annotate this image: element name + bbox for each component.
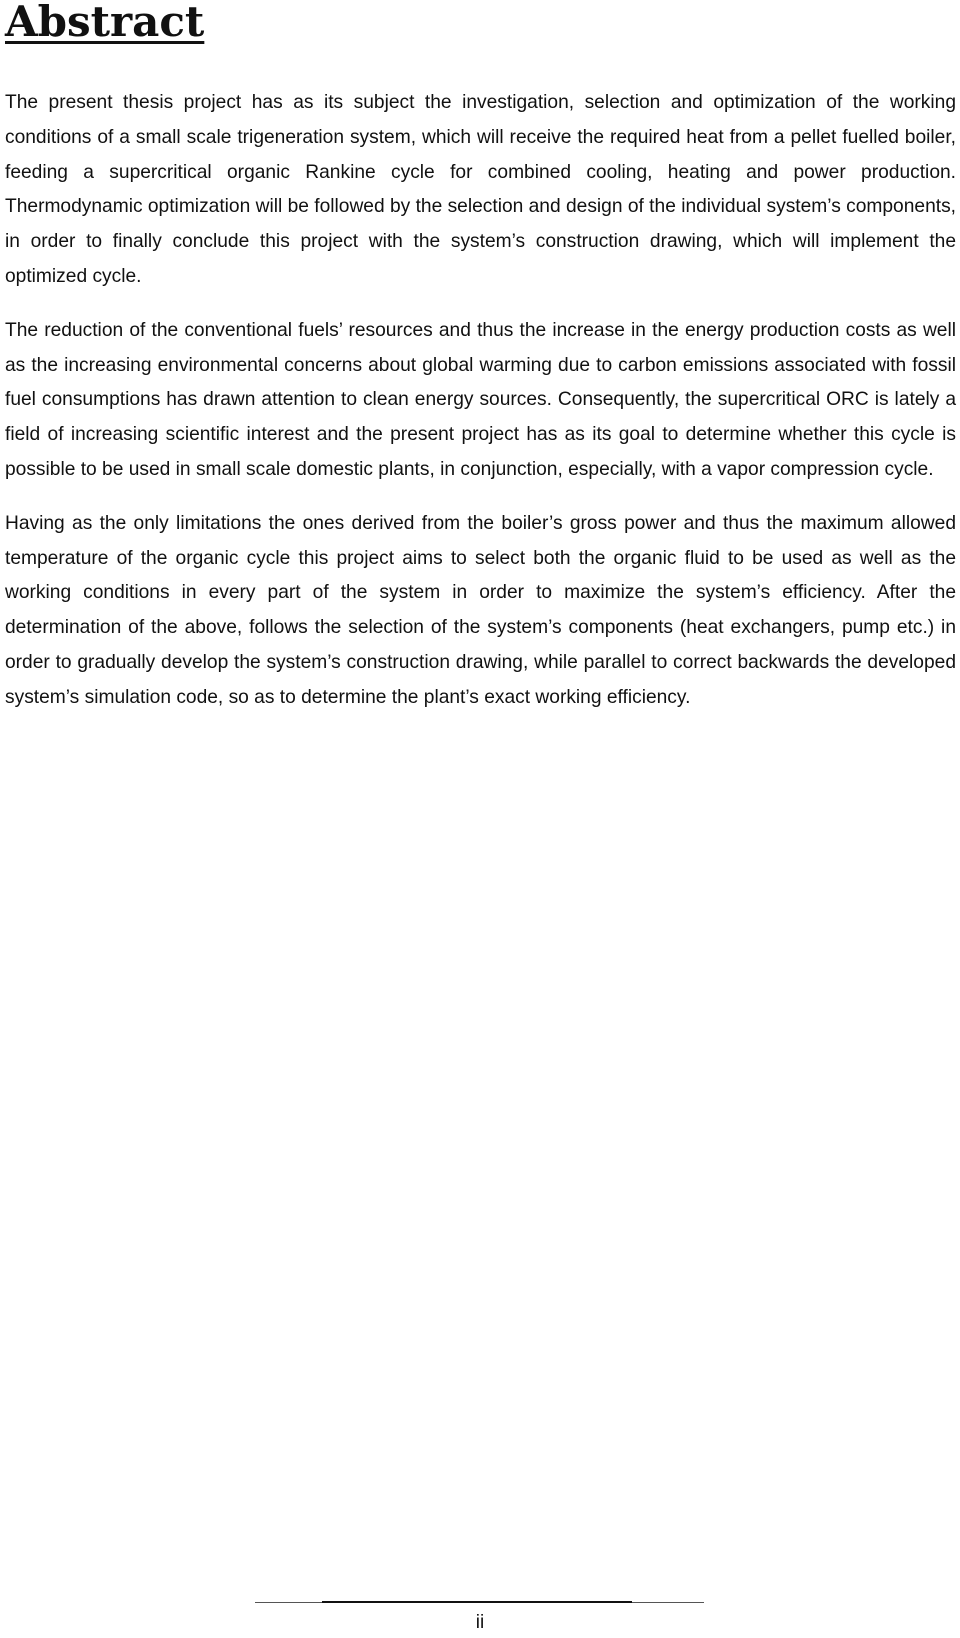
page-number: ii [475,1612,485,1633]
paragraph-2: The reduction of the conventional fuels’ resources and thus the increase in the energy production costs as well as the increasing environmental concerns about global warming due to carbon emissions associated with fossil fuel consumptions has drawn attention to clean energy sources. Consequently, the supercritical ORC is lately a field of increasing scientific interest and the present project has as its goal to determine whether this cycle is possible to be used in small scale domestic plants, in conjunction, especially, with a vapor compression cycle. [5,319,956,480]
footer-rule-emphasis [322,1601,632,1603]
abstract-body [5,86,956,716]
paragraph-1: The present thesis project has as its subject the investigation, selection and optimization of the working conditions of a small scale trigeneration system, which will receive the required heat from a pellet fuelled boiler, feeding a supercritical organic Rankine cycle for combined cooling, heating and power production. Thermodynamic optimization will be followed by the selection and design of the individual system’s components, in order to finally conclude this project with the system’s construction drawing, which will implement the optimized cycle. [5,92,956,287]
paragraph-3: Having as the only limitations the ones derived from the boiler’s gross power and thus the maximum allowed temperature of the organic cycle this project aims to select both the organic fluid to be used as well as the working conditions in every part of the system in order to maximize the system’s efficiency. After the determination of the above, follows the selection of the system’s components (heat exchangers, pump etc.) in order to gradually develop the system’s construction drawing, while parallel to correct backwards the developed system’s simulation code, so as to determine the plant’s exact working efficiency. [5,512,956,708]
section-title: Abstract [5,0,205,46]
footer-rule [255,1602,704,1603]
document-page [5,0,956,735]
